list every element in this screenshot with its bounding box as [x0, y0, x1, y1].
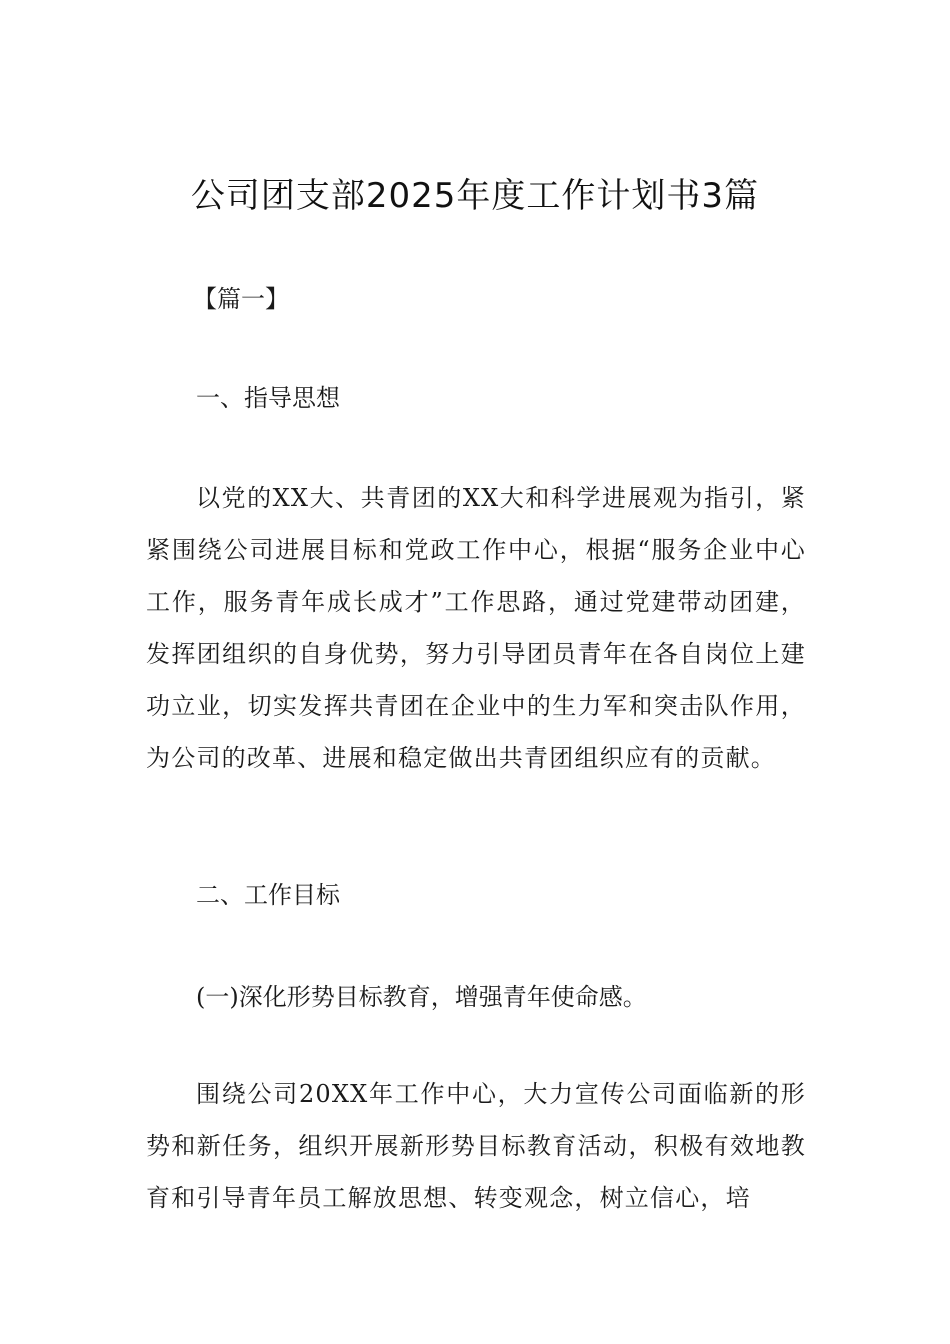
section-heading-guiding-ideology: 一、指导思想: [196, 384, 340, 412]
paragraph-situation-education: 围绕公司20XX年工作中心，大力宣传公司面临新的形势和新任务，组织开展新形势目标教育活动，积极有效地教育和引导青年员工解放思想、转变观念，树立信心，培: [146, 1080, 806, 1212]
chapter-label: 【篇一】: [193, 285, 289, 313]
paragraph-guiding-ideology: 以党的XX大、共青团的XX大和科学进展观为指引，紧紧围绕公司进展目标和党政工作中心，根据“服务企业中心工作，服务青年成长成才”工作思路，通过党建带动团建，发挥团组织的自身优势，努力引导团员青年在各自岗位上建功立业，切实发挥共青团在企业中的生力军和突击队作用，为公司的改革、进展和稳定做出共青团组织应有的贡献。: [146, 484, 806, 772]
section-heading-work-goals: 二、工作目标: [196, 881, 340, 909]
subsection-heading-situation-education: (一)深化形势目标教育，增强青年使命感。: [196, 983, 647, 1011]
document-title: 公司团支部2025年度工作计划书3篇: [190, 176, 760, 216]
